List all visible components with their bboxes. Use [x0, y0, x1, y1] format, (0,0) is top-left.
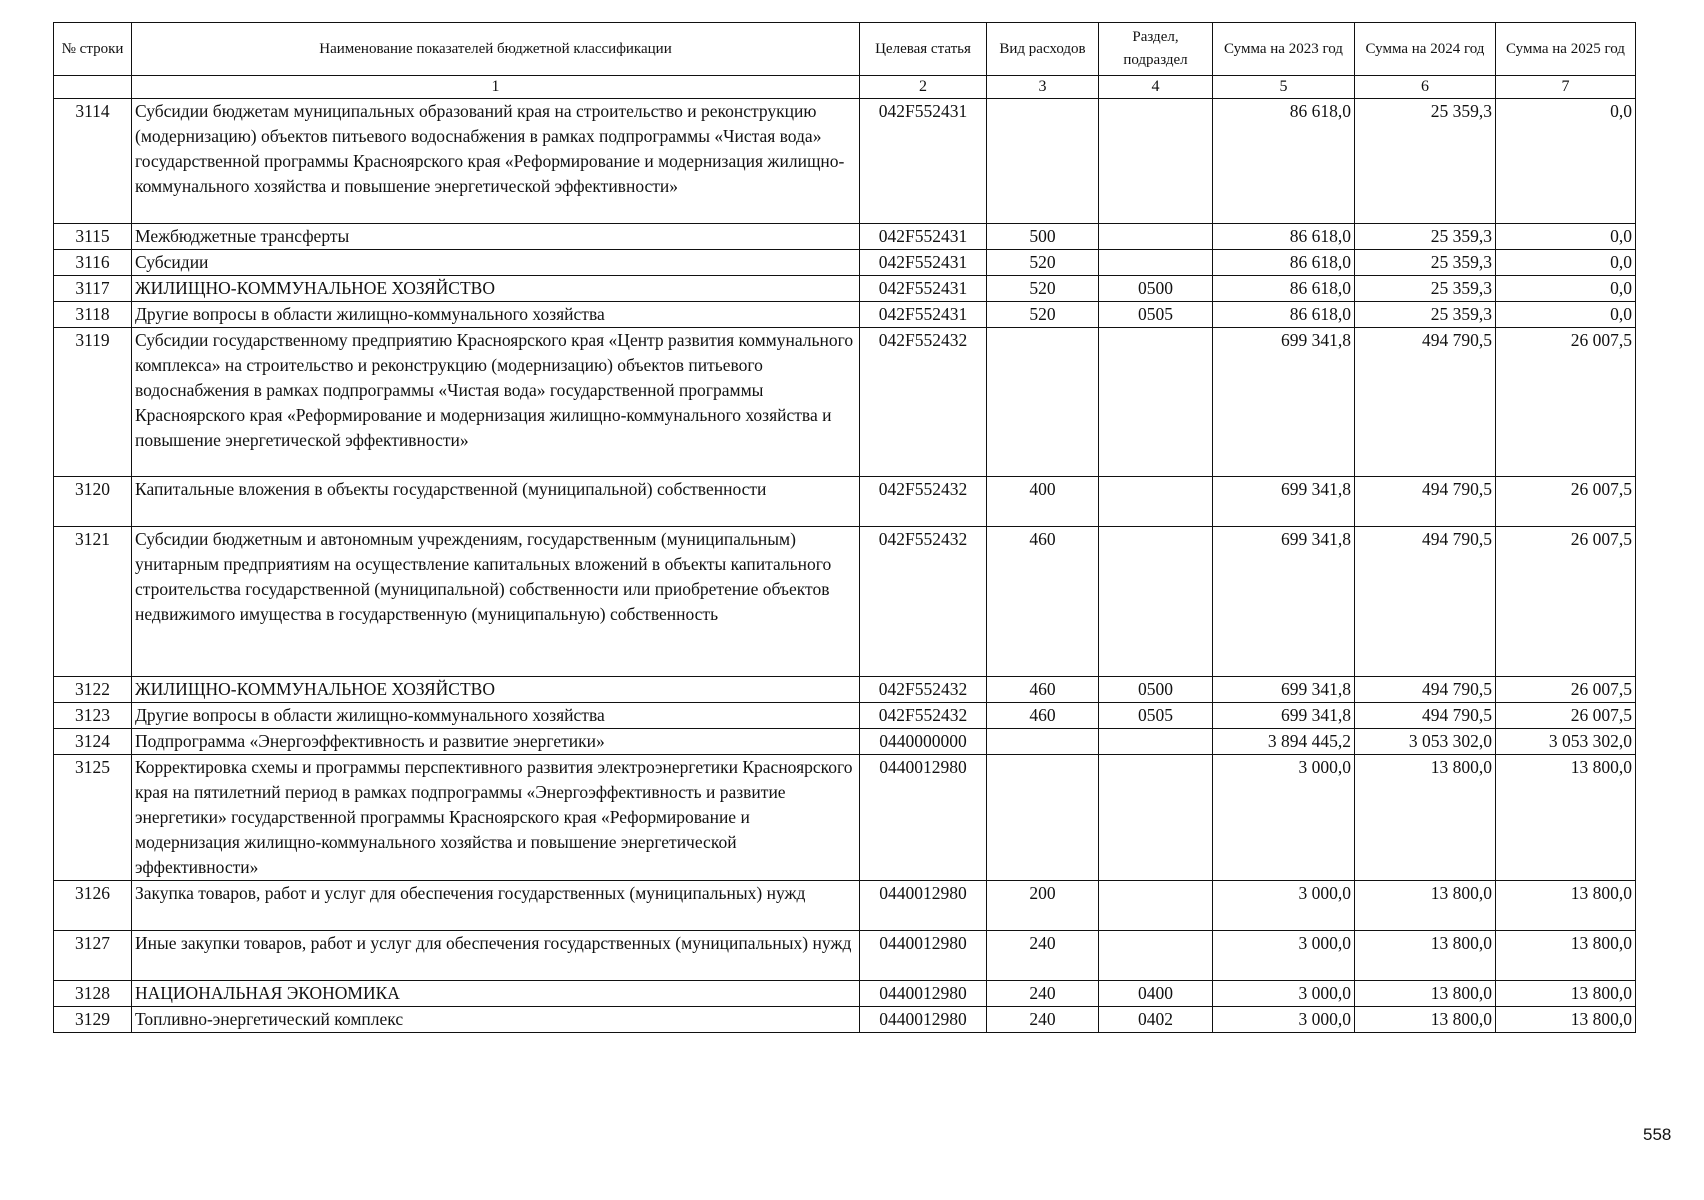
table-body [54, 99, 1636, 1033]
table-row [54, 99, 1636, 224]
row-sum-2025: 0,0 [1496, 99, 1636, 224]
row-exp-type: 500 [987, 224, 1099, 250]
row-name: Иные закупки товаров, работ и услуг для обеспечения государственных (муниципальных) нужд [132, 931, 860, 981]
row-sum-2023: 699 341,8 [1213, 527, 1355, 677]
row-sum-2023: 3 000,0 [1213, 981, 1355, 1007]
row-sum-2023: 699 341,8 [1213, 328, 1355, 477]
row-number: 3119 [54, 328, 132, 477]
row-target: 042F552431 [860, 302, 987, 328]
row-exp-type: 460 [987, 527, 1099, 677]
table-row [54, 250, 1636, 276]
row-target: 0440012980 [860, 881, 987, 931]
row-section: 0400 [1099, 981, 1213, 1007]
table-row [54, 981, 1636, 1007]
row-sum-2023: 3 000,0 [1213, 881, 1355, 931]
row-section: 0505 [1099, 703, 1213, 729]
row-name: ЖИЛИЩНО-КОММУНАЛЬНОЕ ХОЗЯЙСТВО [132, 276, 860, 302]
row-name: Межбюджетные трансферты [132, 224, 860, 250]
row-name: Субсидии бюджетным и автономным учреждениям, государственным (муниципальным) унитарным предприятиям на осуществление капитальных вложений в объекты капитального строительства государственной (муниципальной) собственности или приобретение объектов недвижимого имущества в государственную (муниципальную) собственность [132, 527, 860, 677]
header-target: Целевая статья [860, 23, 987, 76]
table-row [54, 477, 1636, 527]
row-sum-2025: 13 800,0 [1496, 981, 1636, 1007]
page-number: 558 [1643, 1125, 1672, 1144]
row-target: 042F552431 [860, 224, 987, 250]
row-target: 042F552431 [860, 99, 987, 224]
row-sum-2024: 25 359,3 [1355, 99, 1496, 224]
row-number: 3123 [54, 703, 132, 729]
row-number: 3121 [54, 527, 132, 677]
row-sum-2024: 13 800,0 [1355, 981, 1496, 1007]
row-target: 042F552432 [860, 677, 987, 703]
row-target: 042F552432 [860, 527, 987, 677]
row-name: ЖИЛИЩНО-КОММУНАЛЬНОЕ ХОЗЯЙСТВО [132, 677, 860, 703]
row-sum-2024: 13 800,0 [1355, 931, 1496, 981]
row-number: 3128 [54, 981, 132, 1007]
row-exp-type: 520 [987, 276, 1099, 302]
row-number: 3125 [54, 755, 132, 881]
row-sum-2025: 26 007,5 [1496, 328, 1636, 477]
colnum-4: 4 [1099, 76, 1213, 99]
row-exp-type [987, 328, 1099, 477]
row-target: 0440012980 [860, 931, 987, 981]
row-section [1099, 250, 1213, 276]
row-number: 3124 [54, 729, 132, 755]
row-sum-2024: 494 790,5 [1355, 328, 1496, 477]
row-sum-2023: 699 341,8 [1213, 477, 1355, 527]
row-section [1099, 881, 1213, 931]
row-number: 3127 [54, 931, 132, 981]
row-section: 0505 [1099, 302, 1213, 328]
row-exp-type [987, 729, 1099, 755]
row-name: НАЦИОНАЛЬНАЯ ЭКОНОМИКА [132, 981, 860, 1007]
table-row [54, 931, 1636, 981]
row-sum-2024: 25 359,3 [1355, 302, 1496, 328]
row-number: 3129 [54, 1007, 132, 1033]
table-row [54, 328, 1636, 477]
row-sum-2024: 13 800,0 [1355, 881, 1496, 931]
table-header [54, 23, 1636, 99]
colnum-3: 3 [987, 76, 1099, 99]
row-exp-type: 240 [987, 981, 1099, 1007]
row-sum-2025: 0,0 [1496, 276, 1636, 302]
row-sum-2024: 494 790,5 [1355, 477, 1496, 527]
row-sum-2023: 86 618,0 [1213, 276, 1355, 302]
row-name: Субсидии государственному предприятию Красноярского края «Центр развития коммунального комплекса» на строительство и реконструкцию (модернизацию) объектов питьевого водоснабжения в рамках подпрограммы «Чистая вода» государственной программы Красноярского края «Реформирование и модернизация жилищно-коммунального хозяйства и повышение энергетической эффективности» [132, 328, 860, 477]
table-row [54, 1007, 1636, 1033]
row-section [1099, 328, 1213, 477]
row-sum-2023: 86 618,0 [1213, 302, 1355, 328]
row-sum-2024: 494 790,5 [1355, 527, 1496, 677]
row-name: Другие вопросы в области жилищно-коммунального хозяйства [132, 703, 860, 729]
row-section [1099, 224, 1213, 250]
row-target: 042F552432 [860, 477, 987, 527]
row-exp-type: 460 [987, 677, 1099, 703]
row-section [1099, 99, 1213, 224]
budget-table [53, 22, 1636, 1033]
row-sum-2025: 0,0 [1496, 250, 1636, 276]
table-row [54, 677, 1636, 703]
row-sum-2024: 25 359,3 [1355, 250, 1496, 276]
colnum-7: 7 [1496, 76, 1636, 99]
row-sum-2024: 13 800,0 [1355, 1007, 1496, 1033]
table-row [54, 527, 1636, 677]
row-exp-type: 520 [987, 302, 1099, 328]
row-exp-type: 240 [987, 931, 1099, 981]
row-sum-2025: 13 800,0 [1496, 881, 1636, 931]
row-sum-2025: 0,0 [1496, 302, 1636, 328]
row-exp-type [987, 99, 1099, 224]
colnum-5: 5 [1213, 76, 1355, 99]
colnum-1: 1 [132, 76, 860, 99]
row-section [1099, 477, 1213, 527]
row-name: Закупка товаров, работ и услуг для обеспечения государственных (муниципальных) нужд [132, 881, 860, 931]
row-sum-2024: 494 790,5 [1355, 677, 1496, 703]
row-sum-2025: 26 007,5 [1496, 703, 1636, 729]
header-row-no: № строки [54, 23, 132, 76]
row-sum-2023: 3 894 445,2 [1213, 729, 1355, 755]
row-name: Подпрограмма «Энергоэффективность и развитие энергетики» [132, 729, 860, 755]
table-row [54, 224, 1636, 250]
row-sum-2025: 13 800,0 [1496, 755, 1636, 881]
header-sum-2023: Сумма на 2023 год [1213, 23, 1355, 76]
row-sum-2025: 0,0 [1496, 224, 1636, 250]
row-exp-type: 200 [987, 881, 1099, 931]
row-number: 3117 [54, 276, 132, 302]
row-target: 042F552432 [860, 703, 987, 729]
row-target: 0440000000 [860, 729, 987, 755]
row-sum-2024: 13 800,0 [1355, 755, 1496, 881]
row-exp-type: 400 [987, 477, 1099, 527]
row-exp-type [987, 755, 1099, 881]
row-target: 0440012980 [860, 1007, 987, 1033]
row-sum-2023: 3 000,0 [1213, 755, 1355, 881]
row-target: 042F552431 [860, 250, 987, 276]
row-section [1099, 729, 1213, 755]
row-section: 0500 [1099, 276, 1213, 302]
row-sum-2024: 3 053 302,0 [1355, 729, 1496, 755]
header-sum-2025: Сумма на 2025 год [1496, 23, 1636, 76]
table-row [54, 276, 1636, 302]
budget-sheet [53, 22, 1635, 1033]
row-number: 3126 [54, 881, 132, 931]
row-sum-2023: 86 618,0 [1213, 250, 1355, 276]
header-section: Раздел, подраздел [1099, 23, 1213, 76]
row-section: 0402 [1099, 1007, 1213, 1033]
row-name: Другие вопросы в области жилищно-коммунального хозяйства [132, 302, 860, 328]
row-sum-2025: 13 800,0 [1496, 1007, 1636, 1033]
row-number: 3120 [54, 477, 132, 527]
row-exp-type: 460 [987, 703, 1099, 729]
row-target: 0440012980 [860, 981, 987, 1007]
colnum-0 [54, 76, 132, 99]
row-number: 3114 [54, 99, 132, 224]
table-row [54, 703, 1636, 729]
colnum-6: 6 [1355, 76, 1496, 99]
row-sum-2023: 86 618,0 [1213, 224, 1355, 250]
row-sum-2025: 3 053 302,0 [1496, 729, 1636, 755]
row-number: 3122 [54, 677, 132, 703]
row-sum-2023: 699 341,8 [1213, 677, 1355, 703]
row-sum-2025: 26 007,5 [1496, 477, 1636, 527]
row-exp-type: 240 [987, 1007, 1099, 1033]
row-sum-2023: 3 000,0 [1213, 931, 1355, 981]
row-sum-2023: 86 618,0 [1213, 99, 1355, 224]
header-name: Наименование показателей бюджетной классификации [132, 23, 860, 76]
row-number: 3116 [54, 250, 132, 276]
row-name: Корректировка схемы и программы перспективного развития электроэнергетики Красноярского края на пятилетний период в рамках подпрограммы «Энергоэффективность и развитие энергетики» государственной программы Красноярского края «Реформирование и модернизация жилищно-коммунального хозяйства и повышение энергетической эффективности» [132, 755, 860, 881]
row-target: 042F552432 [860, 328, 987, 477]
row-target: 0440012980 [860, 755, 987, 881]
row-section [1099, 755, 1213, 881]
row-section [1099, 527, 1213, 677]
colnum-2: 2 [860, 76, 987, 99]
row-target: 042F552431 [860, 276, 987, 302]
row-section: 0500 [1099, 677, 1213, 703]
header-sum-2024: Сумма на 2024 год [1355, 23, 1496, 76]
row-sum-2024: 25 359,3 [1355, 224, 1496, 250]
header-exp-type: Вид расходов [987, 23, 1099, 76]
row-sum-2024: 25 359,3 [1355, 276, 1496, 302]
table-row [54, 881, 1636, 931]
table-row [54, 302, 1636, 328]
row-sum-2023: 3 000,0 [1213, 1007, 1355, 1033]
table-row [54, 755, 1636, 881]
row-sum-2025: 13 800,0 [1496, 931, 1636, 981]
row-sum-2024: 494 790,5 [1355, 703, 1496, 729]
row-name: Топливно-энергетический комплекс [132, 1007, 860, 1033]
row-section [1099, 931, 1213, 981]
row-sum-2023: 699 341,8 [1213, 703, 1355, 729]
row-number: 3118 [54, 302, 132, 328]
row-number: 3115 [54, 224, 132, 250]
row-exp-type: 520 [987, 250, 1099, 276]
row-sum-2025: 26 007,5 [1496, 527, 1636, 677]
row-name: Субсидии [132, 250, 860, 276]
table-row [54, 729, 1636, 755]
row-name: Субсидии бюджетам муниципальных образований края на строительство и реконструкцию (модернизацию) объектов питьевого водоснабжения в рамках подпрограммы «Чистая вода» государственной программы Красноярского края «Реформирование и модернизация жилищно-коммунального хозяйства и повышение энергетической эффективности» [132, 99, 860, 224]
row-sum-2025: 26 007,5 [1496, 677, 1636, 703]
row-name: Капитальные вложения в объекты государственной (муниципальной) собственности [132, 477, 860, 527]
